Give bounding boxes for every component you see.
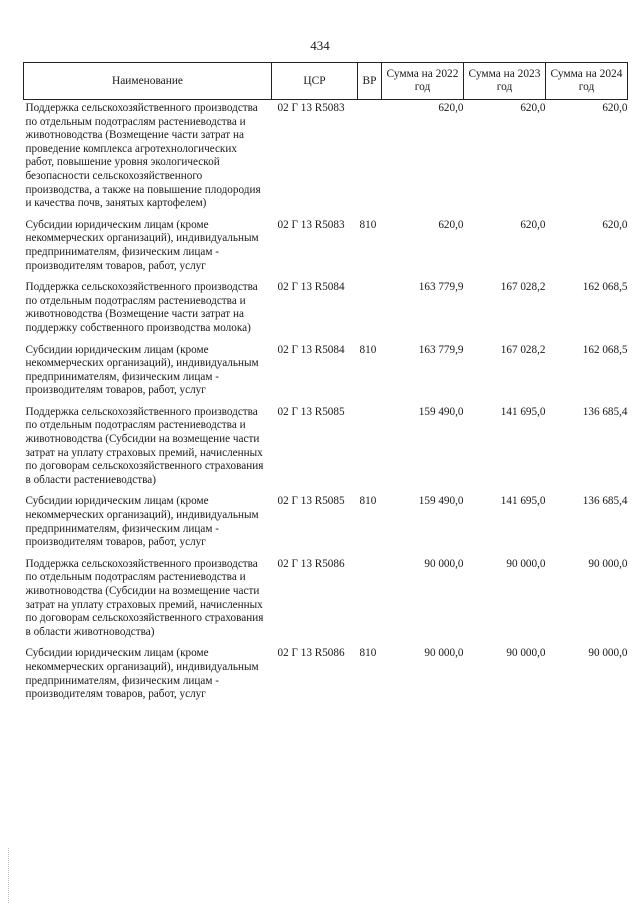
row-sum-2024: 90 000,0 bbox=[588, 557, 628, 570]
table-row bbox=[24, 647, 628, 709]
row-name: Поддержка сельскохозяйственного производства по отдельным подотраслям растениеводства и животноводства (Возмещение части затрат на поддержку собственного производства молока) bbox=[25, 281, 258, 334]
row-sum-2022: 159 490,0 bbox=[418, 495, 464, 508]
header-name: Наименование bbox=[24, 63, 272, 100]
row-csr: 02 Г 13 R5083 bbox=[277, 218, 345, 231]
scan-margin-mark bbox=[8, 848, 10, 903]
row-name: Субсидии юридическим лицам (кроме некоммерческих организаций), индивидуальным предпринимателям, физическим лицам - производителям товаров, работ, услуг bbox=[25, 647, 259, 701]
table-row bbox=[24, 344, 628, 406]
row-sum-2024: 136 685,4 bbox=[582, 405, 628, 418]
row-name: Субсидии юридическим лицам (кроме некоммерческих организаций), индивидуальным предпринимателям, физическим лицам - производителям товаров, работ, услуг bbox=[25, 343, 259, 397]
header-vr: ВР bbox=[358, 63, 382, 100]
table-row bbox=[24, 406, 628, 496]
row-sum-2023: 167 028,2 bbox=[500, 343, 546, 356]
row-sum-2022: 159 490,0 bbox=[418, 405, 464, 418]
row-sum-2023: 620,0 bbox=[520, 218, 546, 231]
table-header bbox=[24, 63, 628, 100]
row-name: Субсидии юридическим лицам (кроме некоммерческих организаций), индивидуальным предпринимателям, физическим лицам - производителям товаров, работ, услуг bbox=[25, 218, 259, 272]
row-sum-2023: 90 000,0 bbox=[506, 557, 546, 570]
table-row bbox=[24, 100, 628, 219]
row-name: Поддержка сельскохозяйственного производства по отдельным подотраслям растениеводства и животноводства (Возмещение части затрат на проведение комплекса агротехнологических работ, повышение уровня экологической безопасности сельскохозяйственного производства, а также на повышение плодородия и качества почв, занятых картофелем) bbox=[25, 102, 261, 210]
row-vr bbox=[358, 281, 382, 343]
row-csr: 02 Г 13 R5085 bbox=[277, 495, 345, 508]
row-csr: 02 Г 13 R5084 bbox=[277, 281, 345, 294]
row-sum-2023: 167 028,2 bbox=[500, 281, 546, 294]
row-csr: 02 Г 13 R5085 bbox=[277, 405, 345, 418]
row-name: Субсидии юридическим лицам (кроме некоммерческих организаций), индивидуальным предпринимателям, физическим лицам - производителям товаров, работ, услуг bbox=[25, 495, 259, 549]
page-number: 434 bbox=[310, 38, 330, 53]
row-sum-2022: 620,0 bbox=[438, 218, 464, 231]
row-sum-2024: 620,0 bbox=[602, 102, 628, 114]
row-vr: 810 bbox=[359, 218, 377, 231]
header-sum-2024: Сумма на 2024 год bbox=[546, 63, 628, 100]
row-sum-2022: 620,0 bbox=[438, 102, 464, 114]
row-vr: 810 bbox=[359, 647, 377, 660]
table-body bbox=[24, 100, 628, 710]
row-sum-2023: 141 695,0 bbox=[500, 405, 546, 418]
row-name: Поддержка сельскохозяйственного производства по отдельным подотраслям растениеводства и животноводства (Субсидии на возмещение части затрат на уплату страховых премий, начисленных по договорам сельскохозяйственного страхования в области животноводства) bbox=[25, 557, 264, 638]
table-row bbox=[24, 281, 628, 343]
row-sum-2023: 141 695,0 bbox=[500, 495, 546, 508]
row-vr bbox=[358, 558, 382, 648]
budget-table bbox=[23, 62, 628, 710]
row-sum-2024: 620,0 bbox=[602, 218, 628, 231]
row-csr: 02 Г 13 R5083 bbox=[277, 102, 345, 114]
row-sum-2023: 620,0 bbox=[520, 102, 546, 114]
row-csr: 02 Г 13 R5084 bbox=[277, 343, 345, 356]
row-sum-2024: 90 000,0 bbox=[588, 647, 628, 660]
row-vr bbox=[358, 406, 382, 496]
row-sum-2022: 90 000,0 bbox=[424, 557, 464, 570]
row-sum-2023: 90 000,0 bbox=[506, 647, 546, 660]
row-vr bbox=[358, 100, 382, 219]
row-csr: 02 Г 13 R5086 bbox=[277, 647, 345, 660]
row-sum-2022: 90 000,0 bbox=[424, 647, 464, 660]
row-sum-2024: 162 068,5 bbox=[582, 343, 628, 356]
table-row bbox=[24, 219, 628, 281]
header-csr: ЦСР bbox=[272, 63, 358, 100]
row-sum-2022: 163 779,9 bbox=[418, 343, 464, 356]
row-sum-2022: 163 779,9 bbox=[418, 281, 464, 294]
table-row bbox=[24, 558, 628, 648]
row-vr: 810 bbox=[359, 343, 377, 356]
header-sum-2022: Сумма на 2022 год bbox=[382, 63, 464, 100]
row-csr: 02 Г 13 R5086 bbox=[277, 557, 345, 570]
row-sum-2024: 162 068,5 bbox=[582, 281, 628, 294]
header-sum-2023: Сумма на 2023 год bbox=[464, 63, 546, 100]
row-sum-2024: 136 685,4 bbox=[582, 495, 628, 508]
table-row bbox=[24, 495, 628, 557]
row-name: Поддержка сельскохозяйственного производства по отдельным подотраслям растениеводства и животноводства (Субсидии на возмещение части затрат на уплату страховых премий, начисленных по договорам сельскохозяйственного страхования в области растениеводства) bbox=[25, 405, 264, 486]
row-vr: 810 bbox=[359, 495, 377, 508]
